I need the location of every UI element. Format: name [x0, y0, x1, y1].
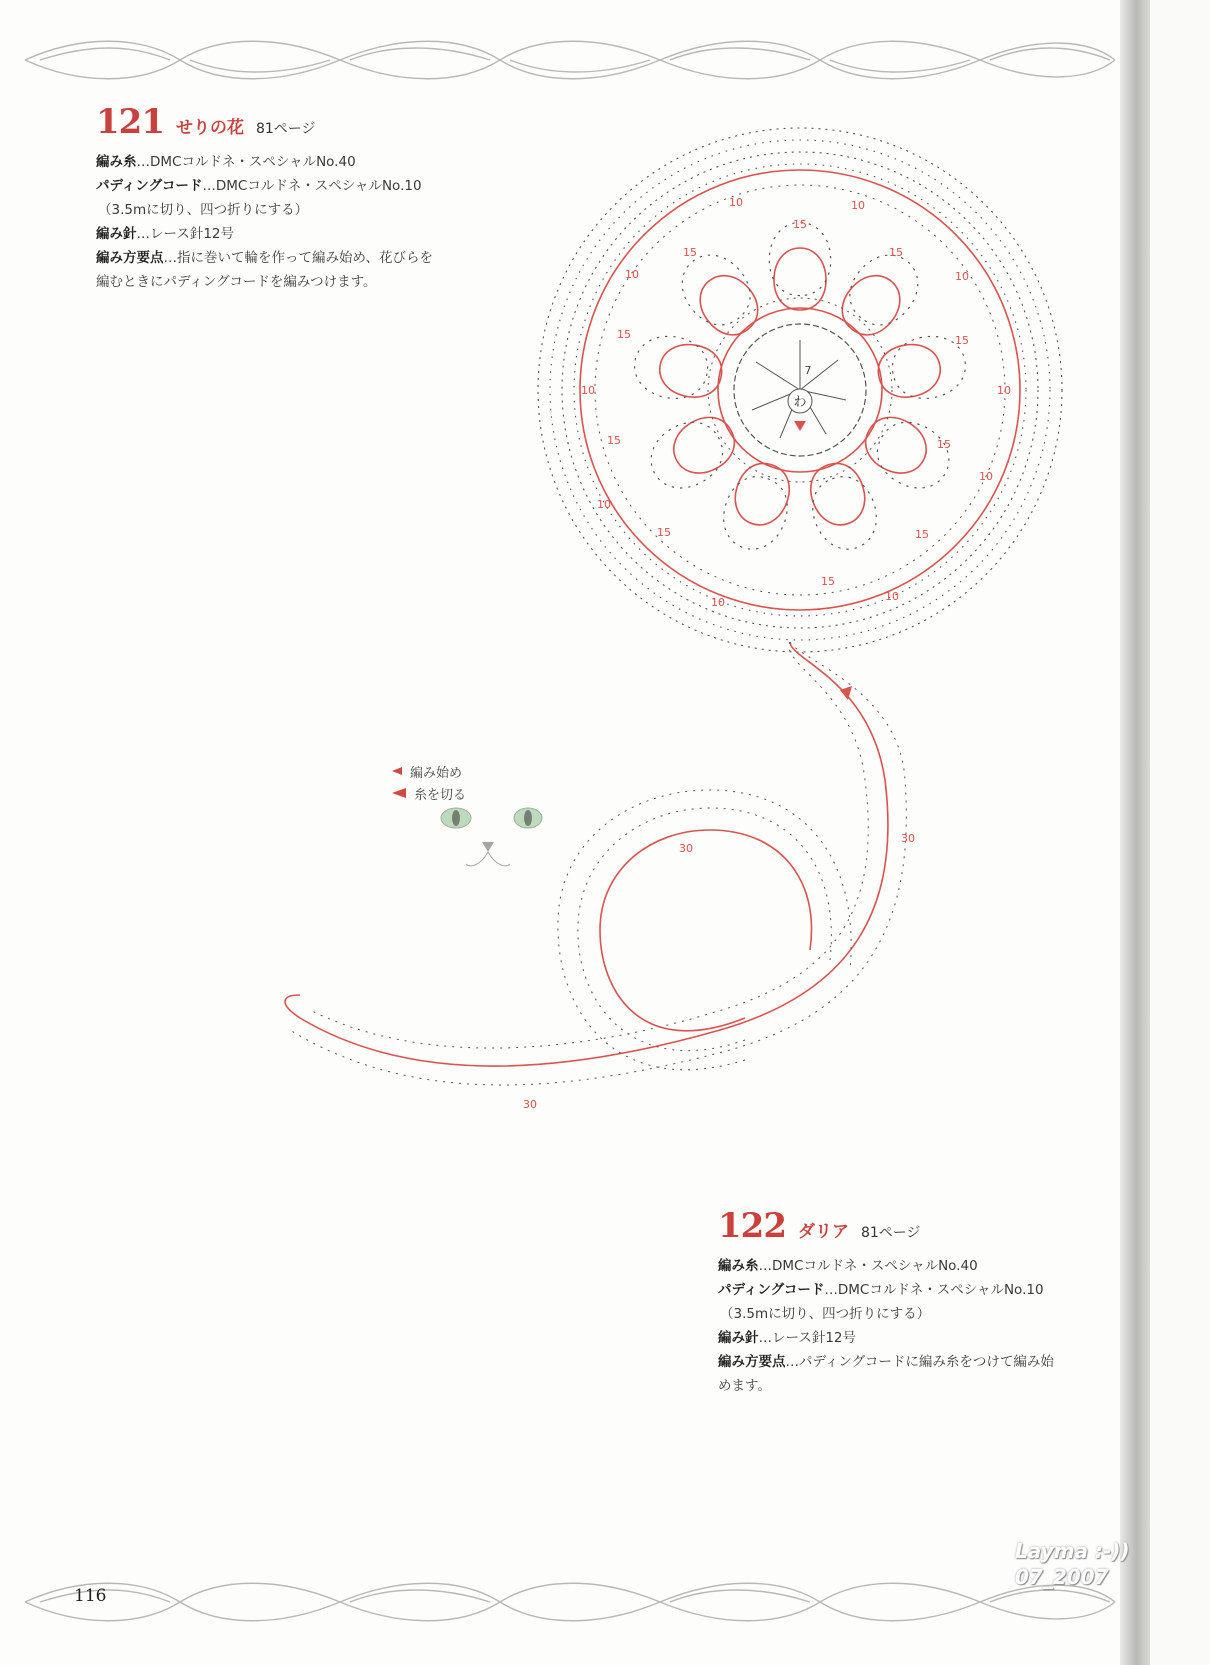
pattern-122-title: [718, 1206, 1118, 1246]
outer-count-label: 10: [955, 270, 969, 283]
legend-cut: [392, 782, 466, 804]
padding-line: [96, 174, 536, 198]
next-page-edge: [1150, 0, 1210, 1665]
legend-start-label: 編み始め: [410, 765, 463, 781]
petal-count-label: 15: [955, 334, 969, 347]
outer-count-label: 10: [885, 590, 899, 603]
ring-label: わ: [793, 395, 807, 410]
page-reference: 81ページ: [255, 121, 316, 137]
petal: [774, 248, 826, 310]
petal: [656, 340, 726, 402]
outer-count-label: 10: [997, 384, 1011, 397]
yarn-label: 編み糸: [96, 154, 137, 170]
cut-arrow-icon: [392, 788, 406, 798]
petal-count-label: 15: [793, 218, 807, 231]
outer-count-label: 10: [597, 498, 611, 511]
center-count-label: 7: [804, 364, 812, 377]
outer-count-label: 10: [625, 268, 639, 281]
scanner-watermark: [1015, 1538, 1130, 1590]
petal: [803, 456, 873, 532]
needle-value: …レース針12号: [758, 1330, 857, 1346]
pattern-number: 122: [718, 1206, 786, 1246]
page-number: 116: [74, 1586, 107, 1606]
watermark-line-1: Layma :-)): [1015, 1539, 1130, 1563]
cut-yarn-arrow-icon: [840, 686, 852, 700]
petal-count-label: 15: [915, 528, 929, 541]
stem-count-label: 30: [523, 1098, 537, 1111]
petal: [727, 456, 797, 532]
page-gutter: [1120, 0, 1150, 1665]
pattern-name: せりの花: [175, 118, 244, 138]
cat-face-watermark: [441, 808, 542, 866]
padding-label: パディングコード: [96, 178, 203, 194]
pattern-121-block: [96, 102, 536, 294]
pattern-name: ダリア: [797, 1222, 849, 1242]
method-line: [96, 246, 536, 270]
yarn-value: …DMCコルドネ・スペシャルNo.40: [758, 1258, 978, 1274]
yarn-value: …DMCコルドネ・スペシャルNo.40: [136, 154, 356, 170]
petal: [689, 265, 769, 346]
padding-note: （3.5mに切り、四つ折りにする）: [98, 202, 309, 218]
padding-note: （3.5mに切り、四つ折りにする）: [720, 1306, 931, 1322]
legend-cut-label: 糸を切る: [414, 787, 467, 803]
petal-count-label: 15: [821, 575, 835, 588]
needle-label: 編み針: [718, 1330, 759, 1346]
petal: [832, 265, 912, 346]
method-line-2: めます。: [718, 1378, 771, 1394]
outer-count-label: 10: [979, 470, 993, 483]
petal-count-label: 15: [617, 328, 631, 341]
pattern-121-title: [96, 102, 536, 142]
yarn-line: [718, 1254, 1118, 1278]
legend-start: [392, 760, 466, 782]
method-value: …指に巻いて輪を作って編み始め、花びらを: [163, 250, 433, 266]
padding-line: [718, 1278, 1118, 1302]
petal-count-label: 15: [683, 246, 697, 259]
outer-count-label: 10: [851, 199, 865, 212]
petal-count-label: 15: [607, 434, 621, 447]
outer-count-label: 10: [581, 384, 595, 397]
yarn-label: 編み糸: [718, 1258, 759, 1274]
stem-count-label: 30: [901, 832, 915, 845]
needle-value: …レース針12号: [136, 226, 235, 242]
method-label: 編み方要点: [718, 1354, 786, 1370]
watermark-line-2: 07_2007: [1015, 1565, 1109, 1589]
start-arrow-icon: [392, 767, 402, 775]
outer-count-label: 10: [711, 596, 725, 609]
petal-count-label: 15: [889, 246, 903, 259]
petal: [874, 340, 944, 402]
needle-line: [96, 222, 536, 246]
petal: [664, 407, 744, 483]
petal-count-label: 15: [937, 438, 951, 451]
padding-value: …DMCコルドネ・スペシャルNo.10: [824, 1282, 1044, 1298]
pattern-122-block: [718, 1206, 1118, 1398]
petal: [856, 407, 936, 483]
method-line: [718, 1350, 1118, 1374]
stem: [285, 642, 906, 1085]
method-line-2: 編むときにパディングコードを編みつけます。: [96, 274, 377, 290]
needle-label: 編み針: [96, 226, 137, 242]
petal-count-label: 15: [657, 526, 671, 539]
start-arrow-icon: [794, 421, 806, 431]
method-label: 編み方要点: [96, 250, 164, 266]
padding-label: パディングコード: [718, 1282, 825, 1298]
page-reference: 81ページ: [860, 1225, 921, 1241]
stem-count-label: 30: [679, 842, 693, 855]
outer-count-label: 10: [729, 196, 743, 209]
padding-value: …DMCコルドネ・スペシャルNo.10: [202, 178, 422, 194]
needle-line: [718, 1326, 1118, 1350]
pattern-number: 121: [96, 102, 164, 142]
yarn-line: [96, 150, 536, 174]
method-value: …パディングコードに編み糸をつけて編み始: [785, 1354, 1054, 1370]
chart-legend: [392, 760, 466, 804]
